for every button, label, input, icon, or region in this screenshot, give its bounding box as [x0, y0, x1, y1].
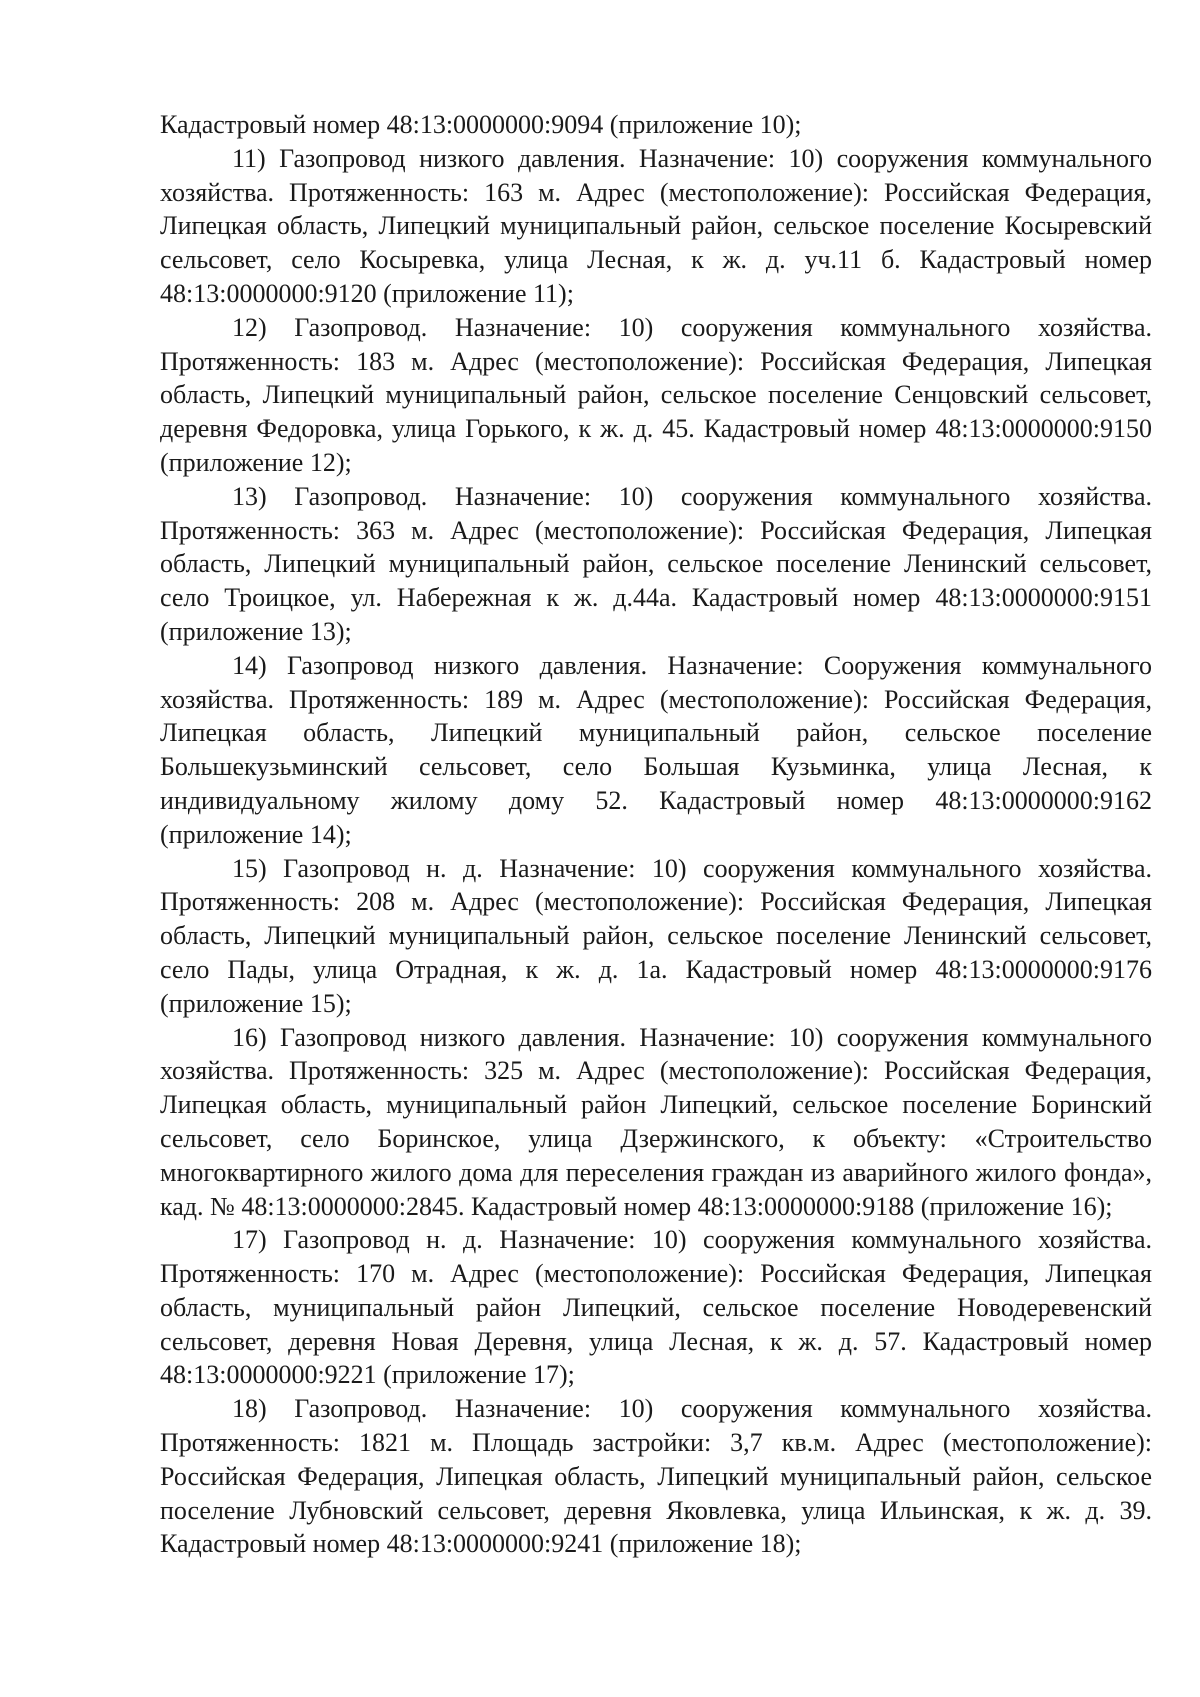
- paragraph-item-18: 18) Газопровод. Назначение: 10) сооружения коммунального хозяйства. Протяженность: 1821 м. Площадь застройки: 3,7 кв.м. Адрес (местоположение): Российская Федерация, Липецкая область, Липецкий муниципальный район, сельское поселение Лубновский сельсовет, деревня Яковлевка, улица Ильинская, к ж. д. 39. Кадастровый номер 48:13:0000000:9241 (приложение 18);: [160, 1394, 1152, 1559]
- paragraph-item-17: 17) Газопровод н. д. Назначение: 10) сооружения коммунального хозяйства. Протяженность: 170 м. Адрес (местоположение): Российская Федерация, Липецкая область, муниципальный район Липецкий, сельское поселение Новодеревенский сельсовет, деревня Новая Деревня, улица Лесная, к ж. д. 57. Кадастровый номер 48:13:0000000:9221 (приложение 17);: [160, 1225, 1152, 1390]
- paragraph-item-13: 13) Газопровод. Назначение: 10) сооружения коммунального хозяйства. Протяженность: 363 м. Адрес (местоположение): Российская Федерация, Липецкая область, Липецкий муниципальный район, сельское поселение Ленинский сельсовет, село Троицкое, ул. Набережная к ж. д.44а. Кадастровый номер 48:13:0000000:9151 (приложение 13);: [160, 481, 1152, 646]
- paragraph-continuation-10: Кадастровый номер 48:13:0000000:9094 (приложение 10);: [160, 110, 802, 139]
- paragraph-item-14: 14) Газопровод низкого давления. Назначение: Сооружения коммунального хозяйства. Протяженность: 189 м. Адрес (местоположение): Российская Федерация, Липецкая область, Липецкий муниципальный район, сельское поселение Большекузьминский сельсовет, село Большая Кузьминка, улица Лесная, к индивидуальному жилому дому 52. Кадастровый номер 48:13:0000000:9162 (приложение 14);: [160, 650, 1152, 849]
- paragraph-item-15: 15) Газопровод н. д. Назначение: 10) сооружения коммунального хозяйства. Протяженность: 208 м. Адрес (местоположение): Российская Федерация, Липецкая область, Липецкий муниципальный район, сельское поселение Ленинский сельсовет, село Пады, улица Отрадная, к ж. д. 1а. Кадастровый номер 48:13:0000000:9176 (приложение 15);: [160, 853, 1152, 1018]
- document-page: [160, 108, 1152, 1561]
- paragraph-item-12: 12) Газопровод. Назначение: 10) сооружения коммунального хозяйства. Протяженность: 183 м. Адрес (местоположение): Российская Федерация, Липецкая область, Липецкий муниципальный район, сельское поселение Сенцовский сельсовет, деревня Федоровка, улица Горького, к ж. д. 45. Кадастровый номер 48:13:0000000:9150 (приложение 12);: [160, 312, 1152, 477]
- paragraph-item-11: 11) Газопровод низкого давления. Назначение: 10) сооружения коммунального хозяйства. Протяженность: 163 м. Адрес (местоположение): Российская Федерация, Липецкая область, Липецкий муниципальный район, сельское поселение Косыревский сельсовет, село Косыревка, улица Лесная, к ж. д. уч.11 б. Кадастровый номер 48:13:0000000:9120 (приложение 11);: [160, 143, 1152, 308]
- paragraph-item-16: 16) Газопровод низкого давления. Назначение: 10) сооружения коммунального хозяйства. Протяженность: 325 м. Адрес (местоположение): Российская Федерация, Липецкая область, муниципальный район Липецкий, сельское поселение Боринский сельсовет, село Боринское, улица Дзержинского, к объекту: «Строительство многоквартирного жилого дома для переселения граждан из аварийного жилого фонда», кад. № 48:13:0000000:2845. Кадастровый номер 48:13:0000000:9188 (приложение 16);: [160, 1022, 1152, 1221]
